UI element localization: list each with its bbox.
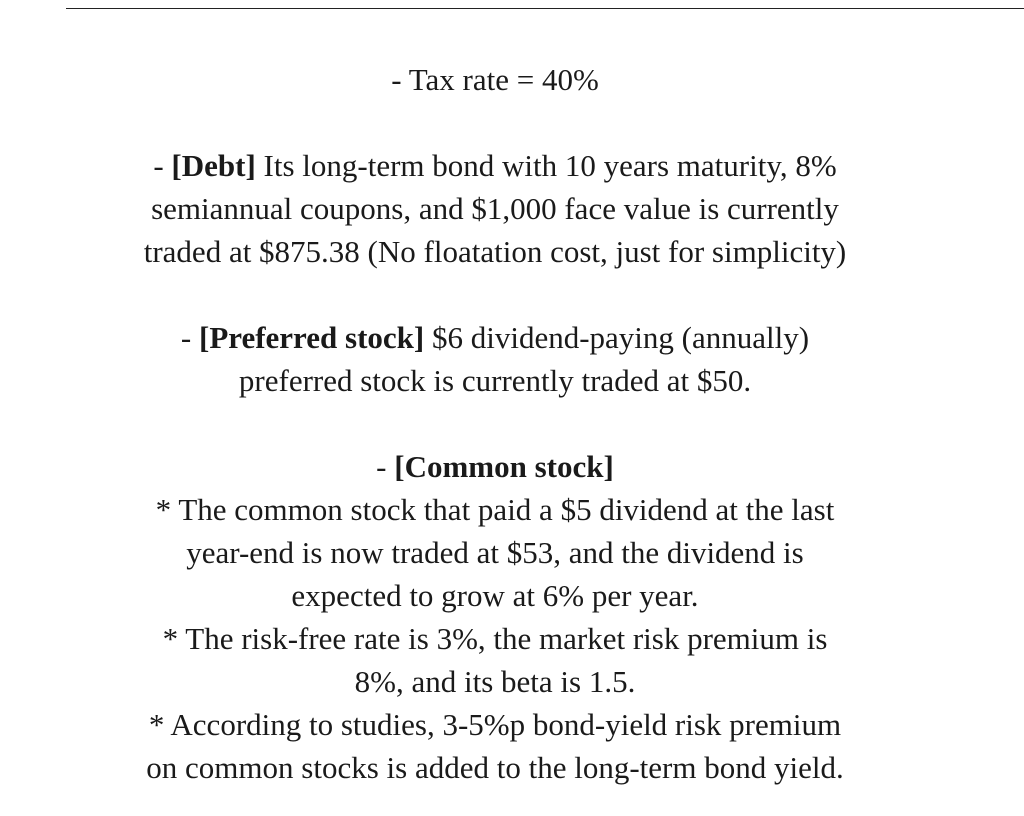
common-label: [Common stock] [394,449,614,484]
spacer [40,101,950,144]
common-line-5: 8%, and its beta is 1.5. [354,664,636,699]
common-dash: - [376,449,395,484]
spacer [40,402,950,445]
preferred-section [40,316,950,402]
problem-text [40,58,950,789]
common-line-7: on common stocks is added to the long-term bond yield. [146,750,844,785]
common-line-3: expected to grow at 6% per year. [291,578,699,613]
preferred-label: [Preferred stock] [199,320,425,355]
common-line-4: * The risk-free rate is 3%, the market risk premium is [162,621,828,656]
common-heading [40,445,950,488]
preferred-line-2: preferred stock is currently traded at $50. [238,363,752,398]
debt-line-2: semiannual coupons, and $1,000 face value is currently [151,191,839,226]
common-line-6: * According to studies, 3-5%p bond-yield risk premium [148,707,842,742]
common-line-1: * The common stock that paid a $5 dividend at the last [155,492,835,527]
debt-section [40,144,950,273]
debt-text-1: Its long-term bond with 10 years maturity, 8% [255,148,837,183]
preferred-dash: - [180,320,199,355]
preferred-text-1: $6 dividend-paying (annually) [424,320,810,355]
spacer [40,273,950,316]
debt-line-3: traded at $875.38 (No floatation cost, just for simplicity) [143,234,847,269]
debt-dash: - [153,148,172,183]
preferred-line-1 [40,316,950,359]
common-line-2: year-end is now traded at $53, and the dividend is [186,535,804,570]
common-section [40,445,950,789]
tax-rate-line: - Tax rate = 40% [391,62,599,97]
debt-line-1 [40,144,950,187]
top-divider [66,8,1024,9]
debt-label: [Debt] [171,148,256,183]
